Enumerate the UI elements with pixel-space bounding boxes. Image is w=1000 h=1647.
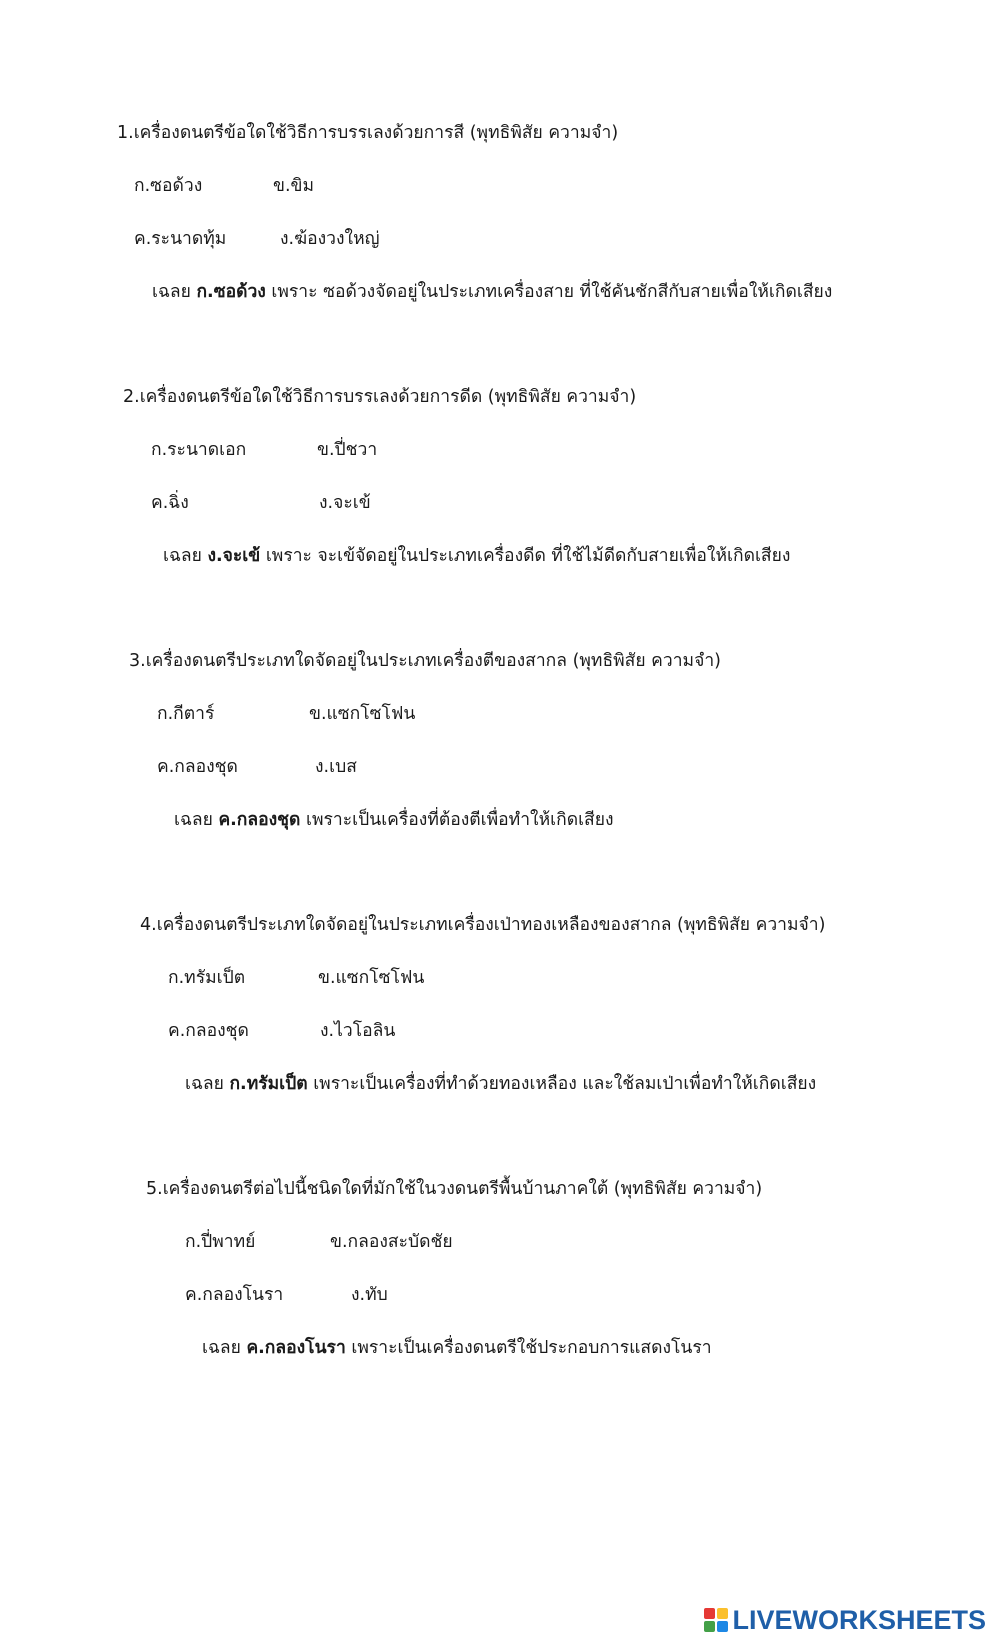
liveworksheets-logo-icon <box>704 1608 728 1632</box>
logo-square-3 <box>704 1621 715 1632</box>
answer-prefix: เฉลย <box>152 282 197 302</box>
answer-reason: เพราะเป็นเครื่องที่ต้องตีเพื่อทำให้เกิดเสียง <box>300 810 614 830</box>
question-5-text: 5.เครื่องดนตรีต่อไปนี้ชนิดใดที่มักใช้ในวงดนตรีพื้นบ้านภาคใต้ (พุทธิพิสัย ความจำ) <box>146 1179 763 1199</box>
question-2-option-c: ค.ฉิ่ง <box>151 493 189 513</box>
question-5-answer <box>202 1336 712 1360</box>
logo-square-2 <box>717 1608 728 1619</box>
question-3-answer <box>174 808 614 832</box>
answer-reason: เพราะ ซอด้วงจัดอยู่ในประเภทเครื่องสาย ที่ใช้คันชักสีกับสายเพื่อให้เกิดเสียง <box>265 282 833 302</box>
question-5-option-d: ง.ทับ <box>351 1285 388 1305</box>
question-2-text: 2.เครื่องดนตรีข้อใดใช้วิธีการบรรเลงด้วยการดีด (พุทธิพิสัย ความจำ) <box>123 387 637 407</box>
question-1-text: 1.เครื่องดนตรีข้อใดใช้วิธีการบรรเลงด้วยการสี (พุทธิพิสัย ความจำ) <box>117 123 619 143</box>
question-3-option-c: ค.กลองชุด <box>157 757 238 777</box>
question-2-option-a: ก.ระนาดเอก <box>151 440 247 460</box>
question-1-option-d: ง.ฆ้องวงใหญ่ <box>280 229 380 249</box>
question-4-option-c: ค.กลองชุด <box>168 1021 249 1041</box>
question-4-option-b: ข.แซกโซโฟน <box>318 968 425 988</box>
question-1-option-c: ค.ระนาดทุ้ม <box>134 229 227 249</box>
question-1-option-a: ก.ซอด้วง <box>134 176 203 196</box>
question-2-option-b: ข.ปี่ชวา <box>317 440 378 460</box>
question-4-option-d: ง.ไวโอลิน <box>320 1021 396 1041</box>
question-4-option-a: ก.ทรัมเป็ต <box>168 968 246 988</box>
question-3-option-a: ก.กีตาร์ <box>157 704 215 724</box>
answer-reason: เพราะ จะเข้จัดอยู่ในประเภทเครื่องดีด ที่ใช้ไม้ดีดกับสายเพื่อให้เกิดเสียง <box>260 546 791 566</box>
question-5-option-b: ข.กลองสะบัดชัย <box>330 1232 453 1252</box>
logo-square-4 <box>717 1621 728 1632</box>
answer-prefix: เฉลย <box>163 546 208 566</box>
question-3-option-b: ข.แซกโซโฟน <box>309 704 416 724</box>
question-4-answer <box>185 1072 816 1096</box>
answer-choice: ก.ซอด้วง <box>196 282 266 302</box>
answer-prefix: เฉลย <box>185 1074 230 1094</box>
answer-reason: เพราะเป็นเครื่องดนตรีใช้ประกอบการแสดงโนรา <box>345 1338 712 1358</box>
answer-choice: ง.จะเข้ <box>207 546 261 566</box>
question-1-answer <box>152 280 832 304</box>
question-5-option-c: ค.กลองโนรา <box>185 1285 284 1305</box>
answer-choice: ค.กลองโนรา <box>246 1338 346 1358</box>
liveworksheets-wordmark: LIVEWORKSHEETS <box>732 1604 986 1635</box>
question-2-answer <box>163 544 790 568</box>
answer-prefix: เฉลย <box>202 1338 247 1358</box>
answer-reason: เพราะเป็นเครื่องที่ทำด้วยทองเหลือง และใช้ลมเป่าเพื่อทำให้เกิดเสียง <box>307 1074 817 1094</box>
answer-prefix: เฉลย <box>174 810 219 830</box>
question-5-option-a: ก.ปี่พาทย์ <box>185 1232 256 1252</box>
question-3-option-d: ง.เบส <box>315 757 357 777</box>
answer-choice: ก.ทรัมเป็ต <box>229 1074 308 1094</box>
question-1-option-b: ข.ขิม <box>273 176 315 196</box>
answer-choice: ค.กลองชุด <box>218 810 301 830</box>
question-2-option-d: ง.จะเข้ <box>319 493 371 513</box>
question-3-text: 3.เครื่องดนตรีประเภทใดจัดอยู่ในประเภทเครื่องตีของสากล (พุทธิพิสัย ความจำ) <box>129 651 721 671</box>
question-4-text: 4.เครื่องดนตรีประเภทใดจัดอยู่ในประเภทเครื่องเป่าทองเหลืองของสากล (พุทธิพิสัย ความจำ) <box>140 915 826 935</box>
liveworksheets-brand[interactable] <box>704 1605 986 1635</box>
logo-square-1 <box>704 1608 715 1619</box>
